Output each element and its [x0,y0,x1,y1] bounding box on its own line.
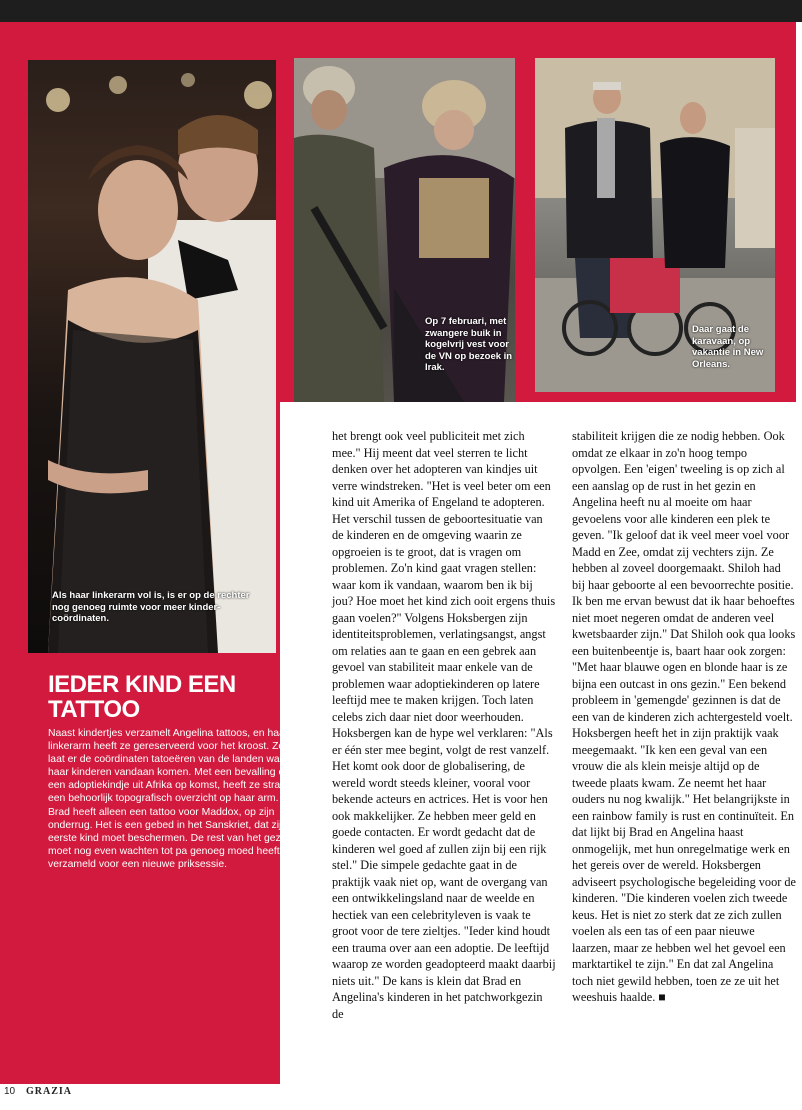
page-number: 10 [4,1086,16,1097]
article-column-1 [332,428,556,1022]
photo-premiere [28,60,276,653]
page-footer [0,1084,802,1110]
top-dark-band [0,0,802,22]
article-column-2 [572,428,796,1006]
magazine-name: GRAZIA [26,1086,73,1097]
sidebar-body: Naast kindertjes verzamelt Angelina tattoos, en haar linkerarm heeft ze gereserveerd voor het kroost. Ze laat er de coördinaten tatoeëren van de landen waar haar kinderen vandaan komen. Met een bevalling en een adoptiekindje uit Afrika op komst, heeft ze straks een behoorlijk topografisch overzicht op haar arm. Brad heeft alleen een tattoo voor Maddox, op zijn onderrug. Het is een gebed in het Sanskriet, dat zijn eerste kind moet beschermen. De rest van het gezin moet nog even wachten tot pa genoeg moed heeft verzameld voor een nieuwe priksessie. [48,728,291,870]
photo-premiere-caption: Als haar linkerarm vol is, is er op de rechter nog genoeg ruimte voor meer kinder-coördinaten. [52,590,250,624]
photo-premiere-illustration [28,60,276,653]
article-column-1-text: het brengt ook veel publiciteit met zich mee." Hij meent dat veel sterren te licht denken over het adopteren van kindjes uit verre windstreken. "Het is veel beter om een kind uit Amerika of Engeland te adopteren. Het verschil tussen de geboortesituatie van de kinderen en de omgeving waarin ze opgroeien is te groot, dat is vragen om problemen. Zo'n kind gaat vragen stellen: waar kom ik vandaan, waarom ben ik bij jou? Hoe moet het kind zich ooit ergens thuis gaan voelen?" Volgens Hoksbergen zijn identiteitsproblemen, verlatingsangst, angst om relaties aan te gaan en een gebrek aan gevoel van stabiliteit maar enkele van de problemen waar adoptiekinderen op latere leeftijd mee te maken krijgen. Toch laten celebs zich daar niet door weerhouden. Hoksbergen kan de hype wel verklaren: "Als er één ster mee begint, volgt de rest vanzelf. Het komt ook door de globalisering, de wereld wordt steeds kleiner, vooral voor bekende acteurs en actrices. Het is voor hen ook makkelijker. Ze hebben meer geld en goede contacten. Er wordt gedacht dat de kinderen wel goed af zullen zijn bij een rijk stel." Die simpele gedachte gaat in de praktijk vaak niet op, want de overgang van een ontwikkelingsland naar de weelde en hectiek van een celebrityleven is vaak te groot voor de tere zieltjes. "Ieder kind houdt een trauma over aan een adoptie. De leeftijd waarop ze worden geadopteerd maakt daarbij niets uit." De kans is klein dat Brad en Angelina's kinderen in het patchworkgezin de [332,429,556,1021]
photo-iraq-caption: Op 7 februari, met zwangere buik in kogelvrij vest voor de VN op bezoek in Irak. [425,316,513,373]
article-column-2-text: stabiliteit krijgen die ze nodig hebben. Ook omdat ze elkaar in zo'n hoog tempo opvolgen. Een 'eigen' tweeling is op zich al een aanslag op de rust in het gezin en Angelina heeft nu al moeite om haar gevoelens voor alle kinderen een plek te geven. "Ik geloof dat ik veel meer voel voor Madd en Zee, omdat zij vechters zijn. Ze hebben al zoveel doorgemaakt. Shiloh had bij haar geboorte al een bevoorrechte positie. Ik ben me ervan bewust dat ik haar behoeftes niet moet negeren omdat de anderen veel kwetsbaarder zijn." Dat Shiloh ook qua looks een buitenbeentje is, baart haar ook zorgen: "Met haar blauwe ogen en blonde haar is ze bijna een outcast in ons gezin." Een bekend probleem in 'gemengde' gezinnen is dat de een van de kinderen zich achtergesteld voelt. Hoksbergen heeft het in zijn praktijk vaak meegemaakt. "Ik ken een geval van een vrouw die als klein meisje altijd op de tweede plaats kwam. Ze neemt het haar ouders nu nog kwalijk." Het belangrijkste in een rainbow family is rust en continuïteit. En dat lijkt bij Brad en Angelina haast onmogelijk, met hun onregelmatige werk en het gereis over de wereld. Hoksbergen adviseert psychologische begeleiding voor de kinderen. "Die kinderen voelen zich tweede keus. Het is niet zo sterk dat ze zich zullen voelen als een tas of een paar nieuwe laarzen, maar ze hebben wel het gevoel een marktartikel te zijn." En dat zal Angelina toch niet gewild hebben, toen ze ze uit het weeshuis haalde. ■ [572,429,797,1004]
sidebar-title: IEDER KIND EEN TATTOO [48,671,236,723]
photo-bikes-caption: Daar gaat de karavaan, op vakantie in New Orleans. [692,324,764,370]
